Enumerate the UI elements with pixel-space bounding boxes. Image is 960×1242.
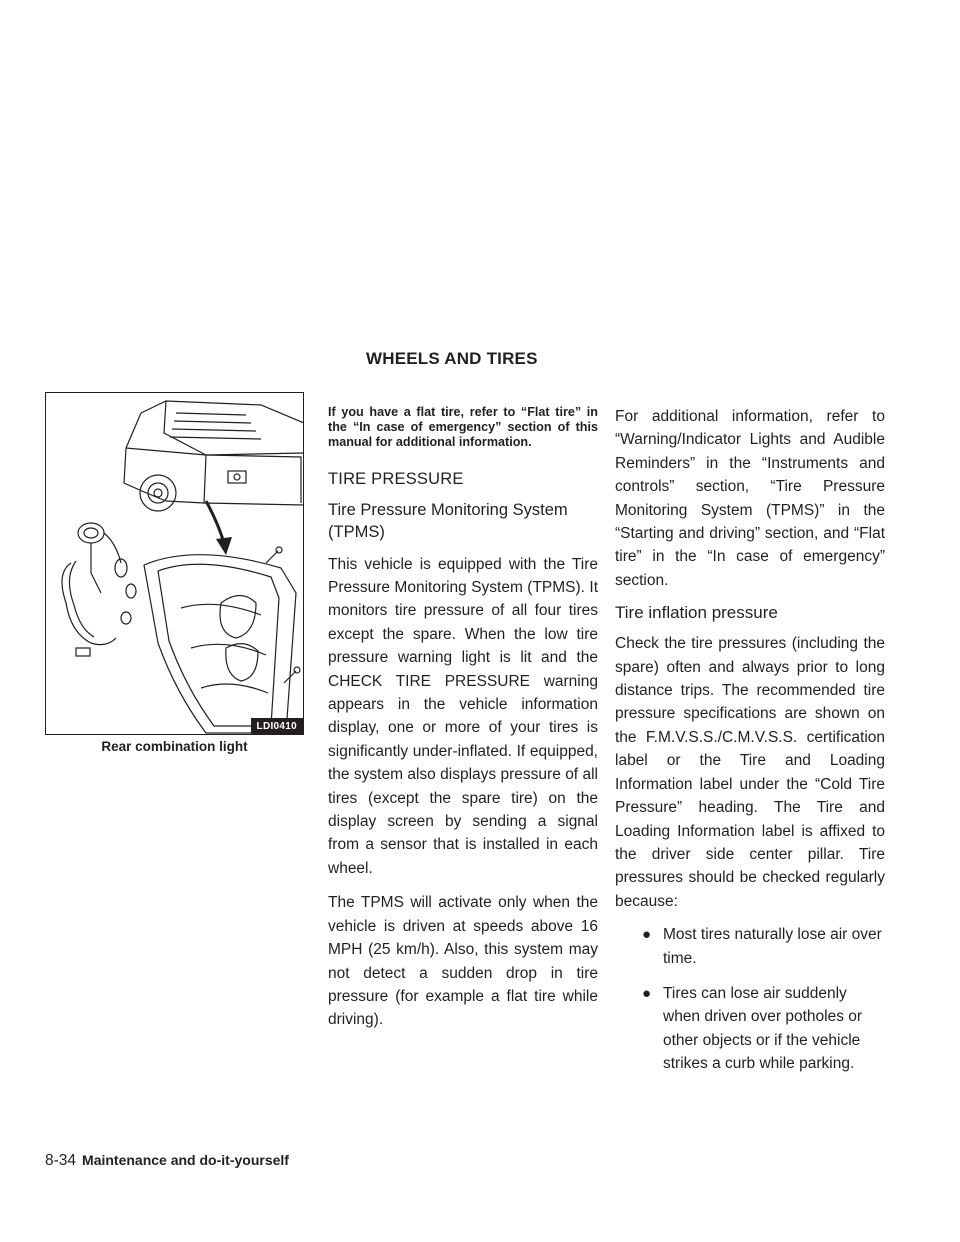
- column-left: [328, 405, 598, 1043]
- column-right: [615, 405, 885, 1088]
- list-item-text: Most tires naturally lose air over time.: [663, 926, 882, 967]
- tpms-paragraph-1: This vehicle is equipped with the Tire Pressure Monitoring System (TPMS). It monitors tire pressure of all four tires except the spare. When the low tire pressure warning light is lit and the CHECK TIRE PRESSURE warning appears in the vehicle information display, one or more of your tires is significantly under-inflated. If equipped, the system also displays pressure of all tires (except the spare tire) on the display screen by sending a signal from a sensor that is installed in each wheel.: [328, 555, 598, 877]
- page-number: 8-34: [45, 1152, 77, 1169]
- page-footer: [45, 1152, 289, 1170]
- list-item-text: Tires can lose air suddenly when driven over potholes or other objects or if the vehicle strikes a curb while parking.: [663, 984, 863, 1073]
- figure-caption: Rear combination light: [101, 739, 248, 754]
- list-item: [615, 923, 885, 970]
- heading-tire-inflation: Tire inflation pressure: [615, 603, 778, 623]
- heading-tire-pressure: TIRE PRESSURE: [328, 469, 464, 488]
- tpms-paragraph-2: The TPMS will activate only when the vehicle is driven at speeds above 16 MPH (25 km/h). Also, this system may not detect a sudden drop in tire pressure (for example a flat tire while driving).: [328, 894, 598, 1029]
- heading-tpms: Tire Pressure Monitoring System (TPMS): [328, 500, 568, 541]
- chapter-title: Maintenance and do-it-yourself: [82, 1152, 289, 1168]
- figure-code: LDI0410: [251, 718, 303, 734]
- section-title: WHEELS AND TIRES: [366, 349, 538, 368]
- list-item: [615, 982, 885, 1076]
- bullet-icon: ●: [642, 984, 652, 1002]
- rear-combination-light-illustration: [46, 393, 304, 735]
- flat-tire-note: If you have a flat tire, refer to “Flat tire” in the “In case of emergency” section of this manual for additional information.: [328, 405, 598, 450]
- figure-rear-combination-light: [45, 392, 304, 735]
- additional-info-paragraph: For additional information, refer to “Warning/Indicator Lights and Audible Reminders” in the “Instruments and controls” section, “Tire Pressure Monitoring System (TPMS)” in the “Starting and driving” section, and “Flat tire” in the “In case of emergency” section.: [615, 408, 885, 589]
- inflation-paragraph: Check the tire pressures (including the spare) often and always prior to long distance trips. The recommended tire pressure specifications are shown on the F.M.V.S.S./C.M.V.S.S. certification label or the Tire and Loading Information label under the “Cold Tire Pressure” heading. The Tire and Loading Information label is affixed to the driver side center pillar. Tire pressures should be checked regularly because:: [615, 635, 885, 910]
- bullet-icon: ●: [642, 926, 652, 944]
- reasons-list: [615, 923, 885, 1075]
